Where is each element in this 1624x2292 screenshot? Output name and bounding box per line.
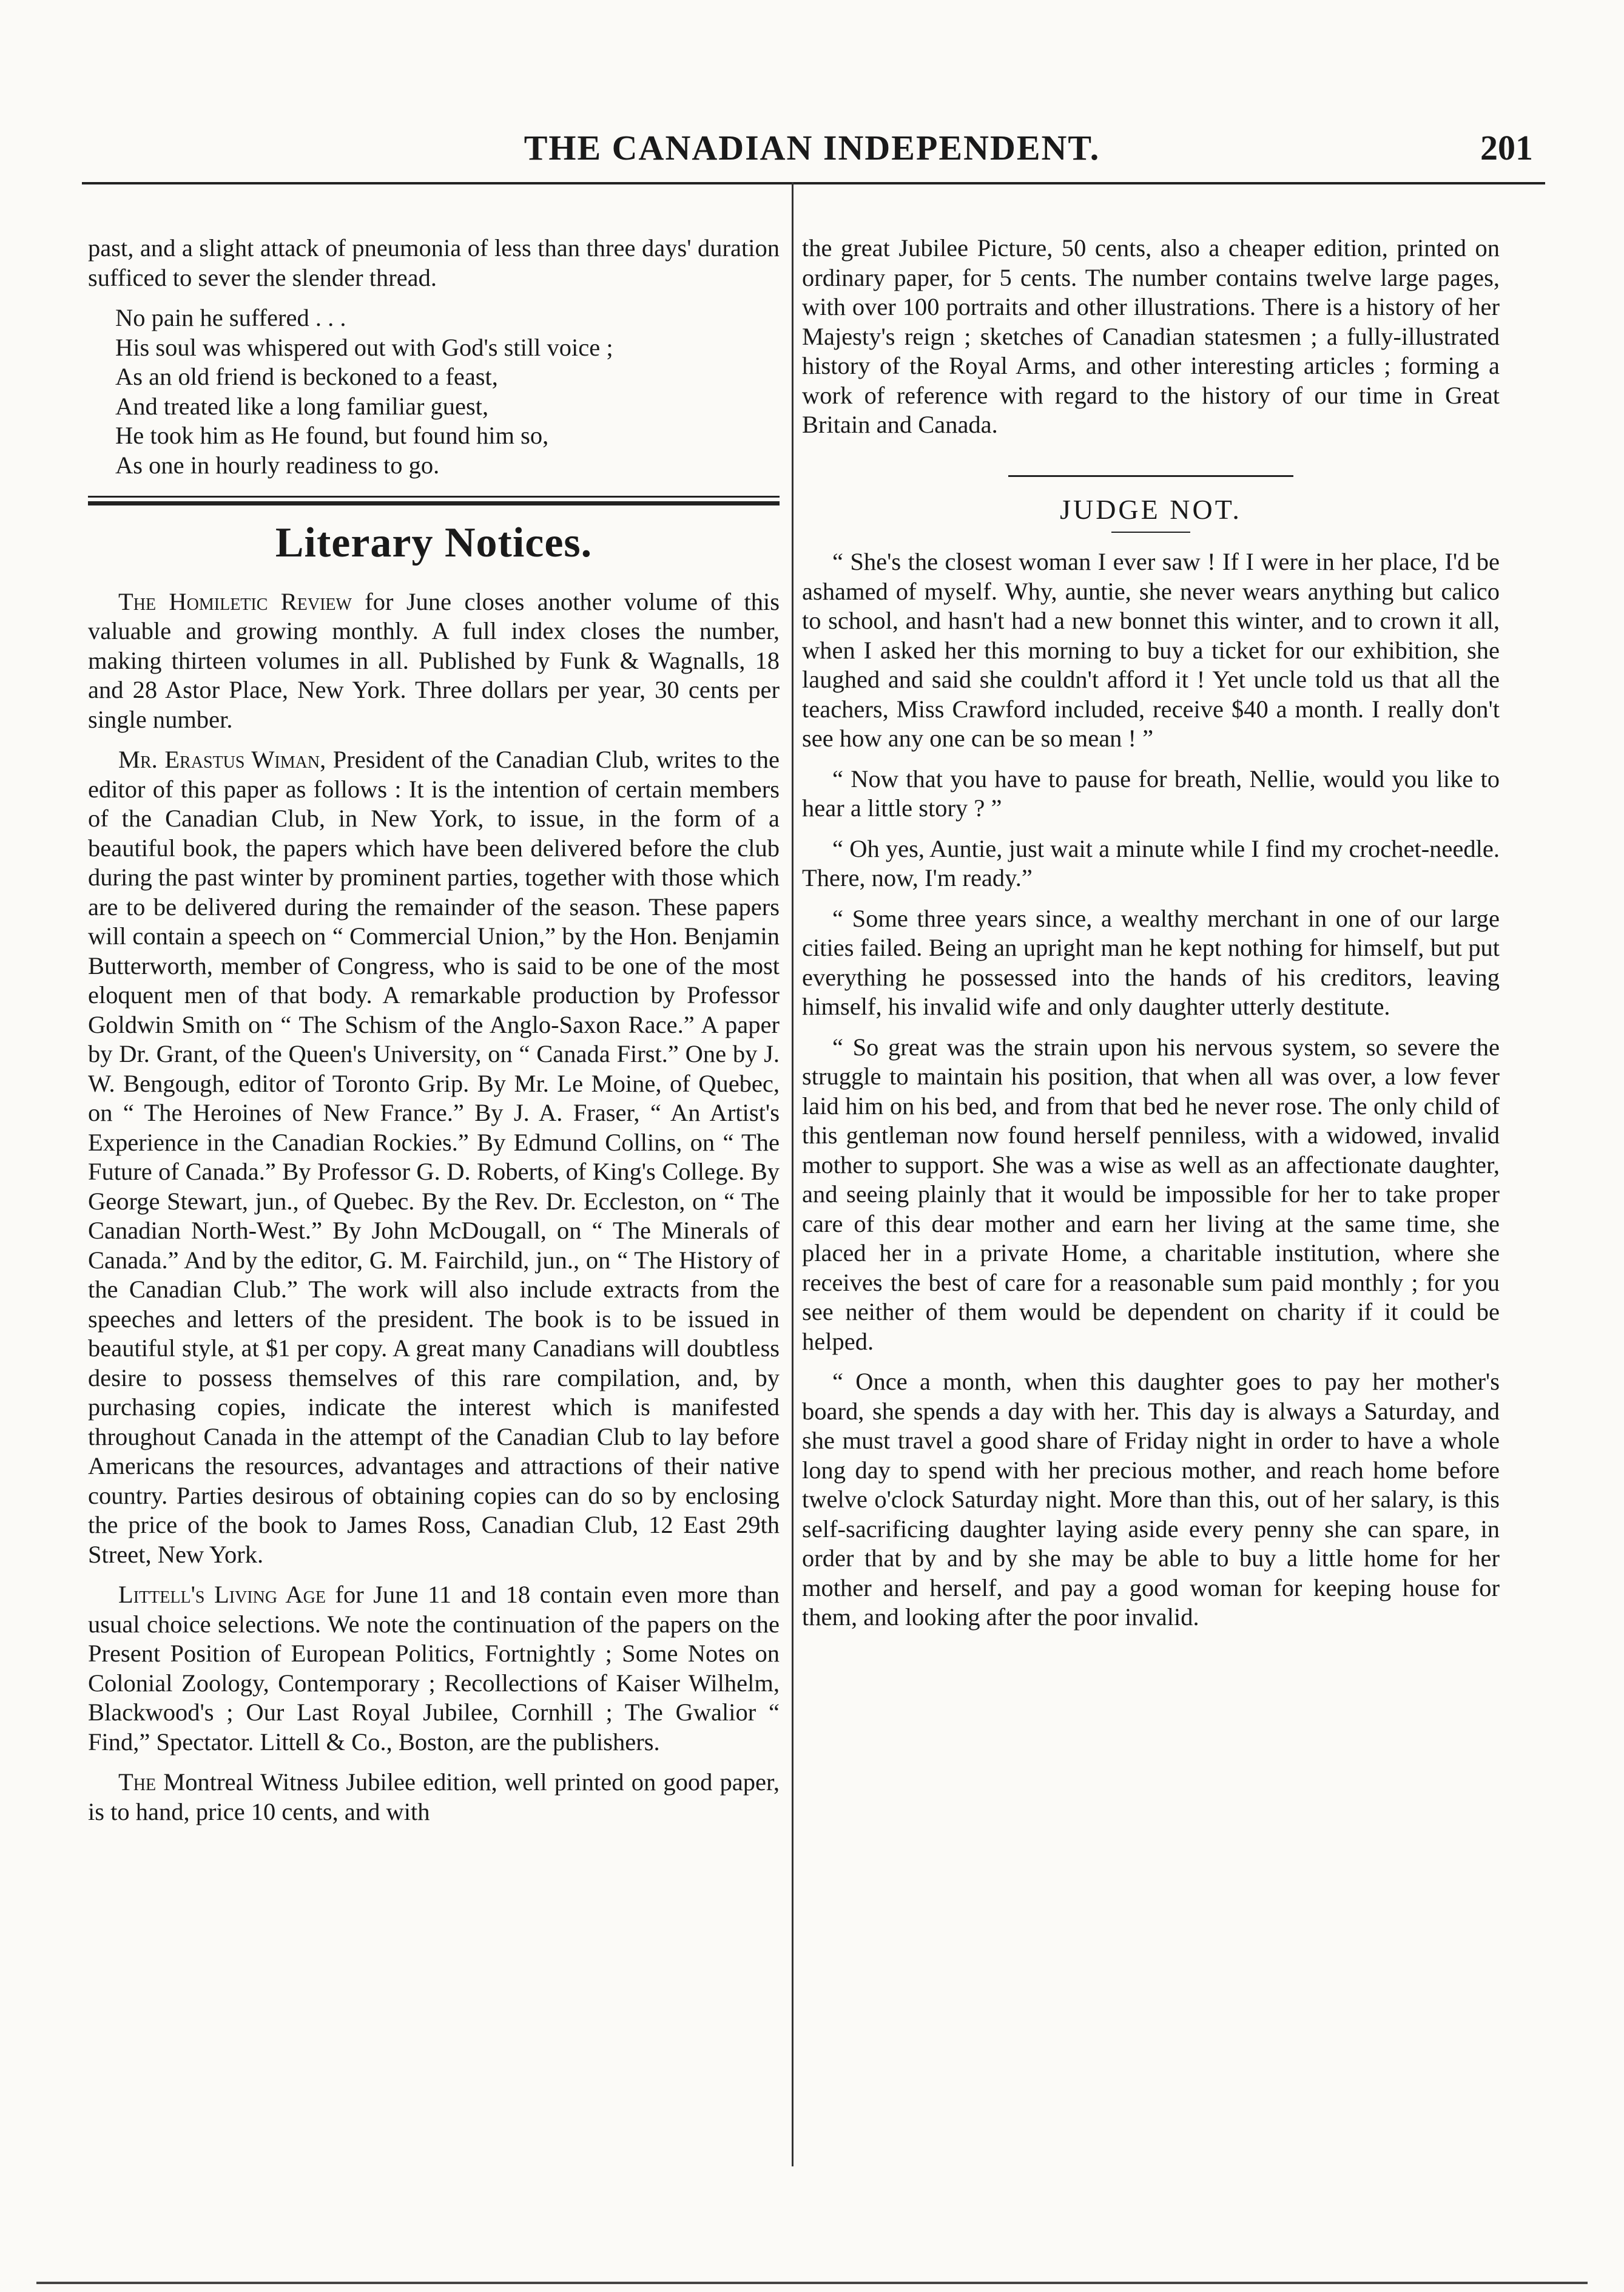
notice-text: for June 11 and 18 contain even more than usual choice selections. We note the continuation of the papers on the Present Position of European Politics, Fortnightly ; Some Notes on Colonial Zoology, Contemporary ; Recollections of Kaiser Wilhelm, Blackwood's ; Our Last Royal Jubilee, Cornhill ; The Gwalior “ Find,” Spectator. Littell & Co., Boston, are the publishers. xyxy=(88,1581,780,1756)
column-divider xyxy=(792,182,793,2166)
footer-rule xyxy=(36,2282,1588,2284)
story-title: JUDGE NOT. xyxy=(1060,493,1242,525)
poem-line: And treated like a long familiar guest, xyxy=(115,392,489,420)
notice-littells-living-age xyxy=(88,1580,780,1757)
story-title-rule xyxy=(1111,532,1190,533)
section-double-rule xyxy=(88,496,780,505)
right-column xyxy=(802,234,1500,1643)
poem-line: No pain he suffered . . . xyxy=(115,304,346,331)
notice-text: Montreal Witness Jubilee edition, well printed on good paper, is to hand, price 10 cents, and with xyxy=(88,1768,780,1825)
story-paragraph: “ Now that you have to pause for breath, Nellie, would you like to hear a little story ? ” xyxy=(802,765,1500,822)
notice-montreal-witness xyxy=(88,1768,780,1827)
story-paragraph: “ Oh yes, Auntie, just wait a minute while I find my crochet-needle. There, now, I'm ready.” xyxy=(802,834,1500,891)
poem-line: He took him as He found, but found him so, xyxy=(115,422,549,449)
obituary-ending: past, and a slight attack of pneumonia of less than three days' duration sufficed to sever the slender thread. xyxy=(88,234,780,291)
notice-lead: The Homiletic Review xyxy=(118,587,352,615)
story-separator-rule xyxy=(1008,475,1293,477)
poem xyxy=(115,303,780,480)
notice-text: for June closes another volume of this valuable and growing monthly. A full index closes the number, making thirteen volumes in all. Published by Funk & Wagnalls, 18 and 28 Astor Place, New York. Three dollars per year, 30 cents per single number. xyxy=(88,587,780,733)
poem-line: His soul was whispered out with God's still voice ; xyxy=(115,333,613,361)
witness-continuation: the great Jubilee Picture, 50 cents, also a cheaper edition, printed on ordinary paper, for 5 cents. The number contains twelve large pages, with over 100 portraits and other illustrations. There is a history of her Majesty's reign ; sketches of Canadian statesmen ; a fully-illustrated history of the Royal Arms, and other interesting articles ; forming a work of reference with regard to the history of our time in Great Britain and Canada. xyxy=(802,234,1500,438)
page-header-title: THE CANADIAN INDEPENDENT. xyxy=(524,128,1100,167)
story-paragraph: “ So great was the strain upon his nervous system, so severe the struggle to maintain his position, that when all was over, a low fever laid him on his bed, and from that bed he never rose. The only child of this gentleman now found herself penniless, with a widowed, invalid mother to support. She was a wise as well as an affectionate daughter, and seeing plainly that it would be impossible for her to take proper care of this dear mother and earn her living at the same time, she placed her in a private Home, a charitable institution, where she receives the best of care for a reasonable sum paid monthly ; for you see neither of them would be dependent on charity if it could be helped. xyxy=(802,1033,1500,1355)
section-title: Literary Notices. xyxy=(275,519,593,566)
notice-lead: Mr. Erastus Wiman xyxy=(118,746,320,773)
story-paragraph: “ Once a month, when this daughter goes to pay her mother's board, she spends a day with her. This day is always a Saturday, and she must travel a good share of Friday night in order to have a whole long day to spend with her precious mother, and reach home before twelve o'clock Saturday night. More than this, out of her salary, is this self-sacrificing daughter laying aside every penny she can spare, in order that by and by she may be able to buy a little home for her mother and herself, and pay a good woman for keeping house for them, and looking after the poor invalid. xyxy=(802,1368,1500,1631)
notice-lead: The xyxy=(118,1768,157,1796)
poem-line: As an old friend is beckoned to a feast, xyxy=(115,363,498,390)
notice-canadian-club xyxy=(88,745,780,1569)
notice-lead: Littell's Living Age xyxy=(118,1581,326,1608)
left-column xyxy=(88,234,780,1837)
poem-line: As one in hourly readiness to go. xyxy=(115,451,440,479)
page-number: 201 xyxy=(1480,128,1533,167)
story-paragraph: “ She's the closest woman I ever saw ! If I were in her place, I'd be ashamed of myself. Why, auntie, she never wears anything but calico to school, and hasn't had a new bonnet this winter, and to crown it all, when I asked her this morning to buy a ticket for our exhibition, she laughed and said she couldn't afford it ! Yet uncle told us that all the teachers, Miss Crawford included, receive $40 a month. I really don't see how any one can be so mean ! ” xyxy=(802,548,1500,752)
header-rule xyxy=(82,182,1545,184)
story-paragraph: “ Some three years since, a wealthy merchant in one of our large cities failed. Being an upright man he kept nothing for himself, but put everything he possessed into the hands of his creditors, leaving himself, his invalid wife and only daughter utterly destitute. xyxy=(802,904,1500,1020)
notice-homiletic-review xyxy=(88,587,780,735)
notice-text: , President of the Canadian Club, writes to the editor of this paper as follows : It is the intention of certain members of the Canadian Club, in New York, to issue, in the form of a beautiful book, the papers which have been delivered before the club during the past winter by prominent parties, together with those which are to be delivered during the remainder of the season. These papers will contain a speech on “ Commercial Union,” by the Hon. Benjamin Butterworth, member of Congress, who is said to be one of the most eloquent men of that body. A remarkable production by Professor Goldwin Smith on “ The Schism of the Anglo-Saxon Race.” A paper by Dr. Grant, of the Queen's University, on “ Canada First.” One by J. W. Bengough, editor of Toronto Grip. By Mr. Le Moine, of Quebec, on “ The Heroines of New France.” By J. A. Fraser, “ An Artist's Experience in the Canadian Rockies.” By Edmund Collins, on “ The Future of Canada.” By Professor G. D. Roberts, of King's College. By George Stewart, jun., of Quebec. By the Rev. Dr. Eccleston, on “ The Canadian North-West.” By John McDougall, on “ The Minerals of Canada.” And by the editor, G. M. Fairchild, jun., on “ The History of the Canadian Club.” The work will also include extracts from the speeches and letters of the president. The book is to be issued in beautiful style, at $1 per copy. A great many Canadians will doubtless desire to possess themselves of this rare compilation, and, by purchasing copies, indicate the interest which is manifested throughout Canada in the attempt of the Canadian Club to lay before Americans the resources, advantages and attractions of their native country. Parties desirous of obtaining copies can do so by enclosing the price of the book to James Ross, Canadian Club, 12 East 29th Street, New York. xyxy=(88,746,780,1568)
